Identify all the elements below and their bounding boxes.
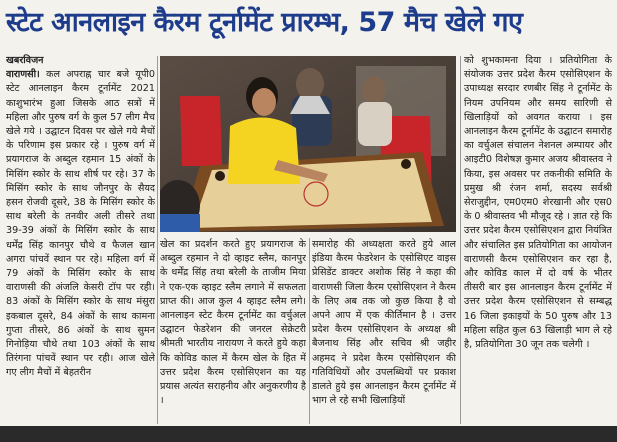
byline: खबरविजन bbox=[6, 55, 44, 66]
article-column-1 bbox=[6, 54, 155, 426]
dateline: वाराणसी। bbox=[6, 69, 40, 81]
article-column-3 bbox=[312, 238, 456, 426]
column-1-text bbox=[6, 68, 155, 380]
column-2-body: खेल का प्रदर्शन करते हुए प्रयागराज के अब्दुल रहमान ने दो व्हाइट स्लैम, कानपुर के धर्मेंद्र सिंह तथा बरेली के ताजीम मिया ने एक-एक व्हाइट स्लैम लगाने में सफलता प्राप्त की। आज कुल 4 व्हाइट स्लैम लगे। आनलाइन स्टेट कैरम टूर्नामेंट का वर्चुअल उद्घाटन फेडरेशन की जनरल सेक्रेटरी श्रीमती भारतीय नारायण ने करते हुये कहा कि कोविड काल में कैरम खेल के हित में उत्तर प्रदेश कैरम एसोसिएशन का यह प्रयास अत्यंत सराहनीय और अनुकरणीय है । bbox=[160, 239, 306, 407]
carrom-player-photo bbox=[160, 56, 456, 232]
column-divider bbox=[460, 56, 461, 424]
next-article-cutoff bbox=[0, 426, 617, 442]
column-1-body: कल अपराह्न चार बजे यूपी0 स्टेट आनलाइन कैरम टूर्नामेंट 2021 काशुभारंभ हुआ जिसके आठ सत्रों में महिला और पुरुष वर्ग के कुल 57 लीग मैच खेले गये । उद्घाटन दिवस पर खेले गये मैचों के परिणाम इस प्रकार रहे । पुरुष वर्ग में प्रयागराज के अब्दुल रहमान 15 अंकों के मिसिंग स्कोर के साथ शीर्ष पर रहे। 37 के मिसिंग स्कोर के साथ जौनपुर के सैयद हसन रोजवी दूसरे, 38 के मिसिंग स्कोर के साथ बरेली के तनवीर अली तीसरे तथा 39-39 अंकों के मिसिंग स्कोर के साथ धर्मेंद्र सिंह कानपुर चौथे व फैजल खान अगरा पांचवें स्थान पर रहे। महिला वर्ग में 79 अंकों के मिसिंग स्कोर के साथ वाराणसी की अंजलि केसरी टॉप पर रही। 83 अंकों के मिसिंग स्कोर के साथ मंसुरा इकबाल दूसरे, 84 अंकों के साथ कामना गुप्ता तीसरे, 86 अंकों के साथ सुमन गिनोड़िया चौथे तथा 103 अंकों के साथ तिरंगना पांचवें स्थान पर रही। आज खेले गए लीग मैचों में बेहतरीन bbox=[6, 69, 155, 379]
column-4-body: को शुभकामना दिया । प्रतियोगिता के संयोजक उत्तर प्रदेश कैरम एसोसिएशन के उपाध्यक्ष सरदार रणबीर सिंह ने टूर्नामेंट के नियम उपनियम और समय सारिणी से खिलाड़ियों को अवगत कराया । इस आनलाइन कैरम टूर्नामेंट के उद्घाटन समारोह का वर्चुअल संचालन नेशनल अम्पायर और आइटी0 विशेषज्ञ कुमार अजय श्रीवास्तव ने किया, इस अवसर पर तकनीकी समिति के प्रमुख श्री रंजन शर्मा, सदस्य सर्वश्री सेराजुद्दीन, एम0एम0 शेरखानी और एस0 के 0 श्रीवास्तव भी मौजूद रहे । ज्ञात रहे कि उत्तर प्रदेश कैरम एसोसिएशन द्वारा नियंत्रित और संचालित इस प्रतियोगिता का आयोजन वाराणसी कैरम एसोसिएशन कर रहा है, और कोविड काल में दो वर्ष के भीतर तीसरी बार इस आनलाइन कैरम टूर्नामेंट में उत्तर प्रदेश कैरम एसोसिएशन से सम्बद्ध 16 जिला इकाइयों के 50 पुरुष और 13 महिला सहित कुल 63 खिलाड़ी भाग ले रहे है, प्रतियोगिता 30 जून तक चलेगी । bbox=[464, 55, 612, 351]
column-divider bbox=[157, 56, 158, 424]
headline: स्टेट आनलाइन कैरम टूर्नामेंट प्रारम्भ, 57 मैच खेले गए bbox=[6, 7, 523, 38]
column-divider bbox=[309, 238, 310, 424]
article-column-2 bbox=[160, 238, 306, 426]
photo-illustration bbox=[160, 56, 456, 232]
column-3-body: समारोह की अध्यक्षता करते हुये आल इंडिया कैरम फेडरेशन के एसोसिएट वाइस प्रेसिडेंट डाक्टर अशोक सिंह ने कहा की वाराणसी जिला कैरम एसोसिएशन ने कैरम के लिए अब तक जो कुछ किया है वो अपने आप में एक कीर्तिमान है । उत्तर प्रदेश कैरम एसोसिएशन के अध्यक्ष श्री बैजनाथ सिंह और सचिव श्री जहीर अहमद ने प्रदेश कैरम एसोसिएशन की गतिविधियों और उपलब्धियों पर प्रकाश डालते हुये इस आनलाइन कैरम टूर्नामेंट में भाग ले रहे सभी खिलाड़ियों bbox=[312, 239, 456, 407]
article-column-4 bbox=[464, 54, 612, 426]
